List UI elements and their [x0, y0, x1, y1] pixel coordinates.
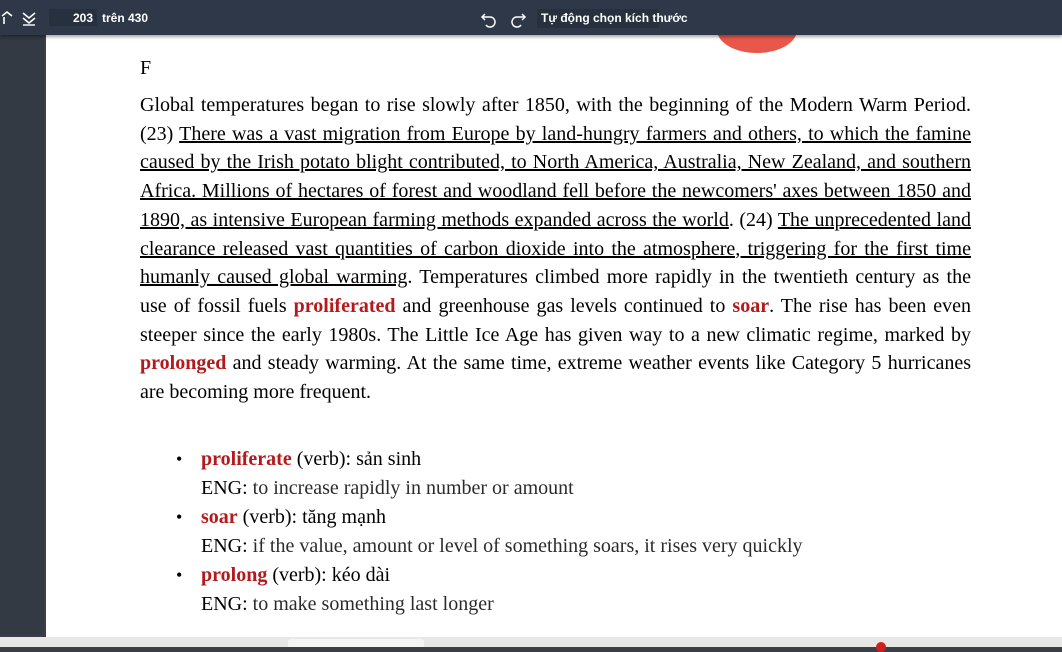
vocab-meaning: tăng mạnh: [302, 506, 386, 528]
rotate-left-button[interactable]: [480, 10, 498, 28]
keyword-highlight: soar: [732, 294, 770, 317]
eng-definition: to increase rapidly in number or amount: [252, 477, 574, 499]
taskbar-tab[interactable]: [288, 639, 424, 647]
passage-text: Global temperatures began to rise slowly after 1850, with the beginning of the Modern Warm Period. (23): [140, 94, 971, 145]
passage-text: and steady warming. At the same time, extreme weather events like Category 5 hurricanes are becoming more frequent.: [140, 352, 971, 404]
passage-text: . Temperatures climbed more rapidly in the twentieth century as the use of fossil fuels: [140, 266, 971, 317]
underlined-sentence-24: The unprecedented land clearance released vast quantities of carbon dioxide into the atmosphere, triggering for the first time humanly caused global warming: [140, 208, 971, 289]
passage-text: . (24): [728, 208, 778, 231]
double-chevron-down-icon: [21, 10, 37, 26]
bullet-point: •: [176, 449, 183, 469]
vocab-term: soar: [201, 506, 238, 528]
vocab-pos: (verb):: [267, 564, 332, 586]
eng-label: ENG:: [201, 477, 253, 499]
zoom-select[interactable]: Tự động chọn kích thước: [537, 9, 659, 28]
vocab-pos: (verb):: [291, 448, 357, 470]
pdf-page: [46, 35, 1062, 637]
reading-passage: [140, 91, 971, 407]
section-heading: F: [140, 57, 152, 79]
rotate-ccw-icon: [481, 11, 497, 27]
bullet-point: •: [176, 507, 183, 527]
vocab-item: [176, 503, 956, 561]
keyword-highlight: prolonged: [140, 352, 227, 375]
chevron-up-icon: [1, 11, 13, 25]
eng-label: ENG:: [201, 593, 253, 615]
underlined-sentence-23: There was a vast migration from Europe by land-hungry farmers and others, to which the famine caused by the Irish potato blight contributed, to North America, Australia, New Zealand, and southern Africa. Millions of hectares of forest and woodland fell before the newcomers' axes between 1850 and 1890, as intensive European farming methods expanded across the world: [140, 122, 971, 231]
vocabulary-list: [176, 445, 956, 619]
page-number-input[interactable]: [48, 8, 98, 27]
vocab-pos: (verb):: [237, 506, 303, 528]
eng-label: ENG:: [201, 535, 253, 557]
eng-definition: if the value, amount or level of something soars, it rises very quickly: [252, 535, 803, 557]
passage-text: and greenhouse gas levels continued to: [395, 294, 733, 317]
taskbar-strip: [0, 637, 1062, 647]
sidebar-panel: [0, 35, 44, 635]
eng-definition: to make something last longer: [252, 593, 494, 615]
vocab-item: [176, 561, 956, 619]
rotate-cw-icon: [510, 11, 526, 27]
rotate-right-button[interactable]: [509, 10, 527, 28]
bullet-point: •: [176, 565, 183, 585]
vocab-meaning: sản sinh: [356, 448, 422, 470]
vocab-term: prolong: [201, 564, 268, 586]
keyword-highlight: proliferated: [293, 294, 396, 317]
vocab-meaning: kéo dài: [331, 564, 391, 586]
page-count-label: trên 430: [102, 11, 149, 25]
viewer-toolbar: [0, 0, 1062, 35]
previous-page-button[interactable]: [0, 9, 14, 27]
notification-dot: [876, 642, 886, 652]
passage-text: . The rise has been even steeper since the early 1980s. The Little Ice Age has given way to a new climatic regime, marked by: [140, 294, 972, 346]
vocab-term: proliferate: [201, 448, 292, 470]
next-page-button[interactable]: [18, 9, 40, 27]
vocab-item: [176, 445, 956, 503]
